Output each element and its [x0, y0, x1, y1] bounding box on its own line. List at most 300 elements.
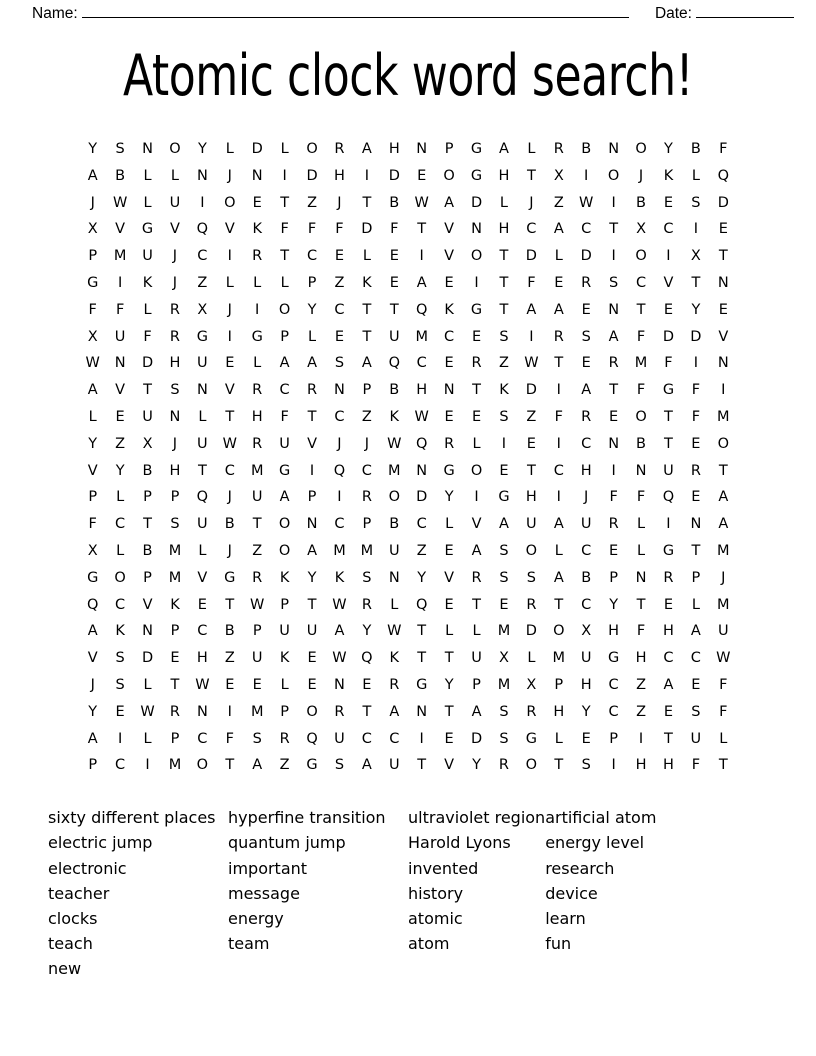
grid-cell[interactable]: W [222, 435, 237, 452]
grid-cell[interactable]: A [444, 194, 455, 211]
grid-cell[interactable]: P [362, 516, 372, 533]
grid-cell[interactable]: E [307, 650, 317, 667]
word-list-item[interactable]: research [545, 858, 615, 878]
grid-cell[interactable]: J [529, 194, 534, 211]
grid-cell[interactable]: C [581, 221, 592, 238]
grid-cell[interactable]: Y [417, 569, 427, 586]
grid-cell[interactable]: S [362, 569, 372, 586]
grid-cell[interactable]: A [553, 221, 564, 238]
grid-cell[interactable]: C [553, 462, 564, 479]
grid-cell[interactable]: P [143, 569, 152, 586]
grid-cell[interactable]: T [252, 516, 262, 533]
grid-cell[interactable]: I [529, 328, 534, 345]
grid-cell[interactable]: C [115, 757, 126, 774]
grid-cell[interactable]: E [471, 408, 482, 425]
grid-cell[interactable]: S [170, 382, 180, 399]
grid-cell[interactable]: N [334, 676, 345, 693]
word-list-item[interactable]: ultraviolet region [408, 808, 546, 828]
grid-cell[interactable]: R [498, 757, 509, 774]
grid-cell[interactable]: H [169, 462, 181, 479]
word-list-item[interactable]: team [228, 934, 270, 954]
grid-cell[interactable]: C [361, 462, 372, 479]
grid-cell[interactable]: R [306, 382, 318, 399]
grid-cell[interactable]: W [524, 355, 539, 372]
grid-cell[interactable]: D [525, 382, 537, 399]
grid-cell[interactable]: C [663, 221, 674, 238]
grid-cell[interactable]: O [607, 167, 620, 184]
grid-cell[interactable]: P [88, 489, 98, 506]
grid-cell[interactable]: S [581, 757, 591, 774]
grid-cell[interactable]: E [581, 730, 591, 747]
grid-cell[interactable]: G [141, 221, 154, 238]
grid-cell[interactable]: W [85, 355, 100, 372]
grid-cell[interactable]: F [636, 328, 646, 345]
grid-cell[interactable]: H [553, 703, 565, 720]
grid-cell[interactable]: A [553, 569, 564, 586]
grid-cell[interactable]: W [414, 408, 429, 425]
grid-cell[interactable]: Y [307, 301, 317, 318]
grid-cell[interactable]: N [334, 382, 345, 399]
grid-cell[interactable]: J [638, 167, 644, 184]
grid-cell[interactable]: L [445, 623, 454, 640]
grid-cell[interactable]: J [172, 435, 178, 452]
grid-cell[interactable]: E [389, 274, 399, 291]
grid-cell[interactable]: T [554, 355, 564, 372]
grid-cell[interactable]: C [581, 542, 592, 559]
grid-cell[interactable]: F [636, 489, 646, 506]
grid-cell[interactable]: W [579, 194, 594, 211]
grid-cell[interactable]: D [662, 328, 675, 345]
grid-cell[interactable]: V [444, 221, 455, 238]
grid-cell[interactable]: G [196, 328, 208, 345]
grid-cell[interactable]: W [332, 650, 347, 667]
word-search-grid[interactable] [79, 136, 737, 779]
grid-cell[interactable]: V [444, 569, 455, 586]
grid-cell[interactable]: E [362, 676, 372, 693]
grid-cell[interactable]: A [718, 489, 729, 506]
grid-cell[interactable]: Q [415, 435, 428, 452]
grid-cell[interactable]: V [224, 382, 235, 399]
grid-cell[interactable]: Z [307, 194, 317, 211]
word-list-item[interactable]: important [228, 858, 308, 878]
grid-cell[interactable]: E [526, 435, 536, 452]
grid-cell[interactable]: Z [416, 542, 427, 559]
grid-cell[interactable]: I [227, 248, 232, 265]
grid-cell[interactable]: S [499, 730, 509, 747]
grid-cell[interactable]: Y [444, 676, 454, 693]
grid-cell[interactable]: Y [197, 141, 207, 157]
grid-cell[interactable]: H [196, 650, 208, 667]
grid-cell[interactable]: M [717, 542, 730, 559]
grid-cell[interactable]: F [664, 355, 673, 372]
grid-cell[interactable]: E [663, 596, 674, 613]
grid-cell[interactable]: M [250, 703, 264, 720]
grid-cell[interactable]: G [607, 650, 620, 667]
grid-cell[interactable]: K [115, 623, 125, 640]
grid-cell[interactable]: X [87, 221, 98, 238]
grid-cell[interactable]: Y [444, 489, 454, 506]
grid-cell[interactable]: O [635, 248, 647, 265]
grid-cell[interactable]: V [471, 516, 482, 533]
grid-cell[interactable]: S [170, 516, 180, 533]
grid-cell[interactable]: I [145, 757, 150, 774]
grid-cell[interactable]: O [470, 248, 483, 265]
grid-cell[interactable]: I [501, 435, 507, 452]
grid-cell[interactable]: P [143, 489, 152, 506]
grid-cell[interactable]: E [444, 408, 454, 425]
grid-cell[interactable]: F [691, 382, 701, 399]
grid-cell[interactable]: T [417, 221, 427, 238]
grid-cell[interactable]: O [114, 569, 126, 586]
grid-cell[interactable]: E [691, 489, 701, 506]
grid-cell[interactable]: Q [717, 167, 729, 184]
grid-cell[interactable]: F [225, 730, 234, 747]
grid-cell[interactable]: G [87, 569, 99, 586]
grid-cell[interactable]: J [337, 194, 342, 211]
grid-cell[interactable]: J [227, 301, 232, 318]
grid-cell[interactable]: O [443, 167, 455, 184]
grid-cell[interactable]: L [225, 274, 234, 291]
grid-cell[interactable]: E [663, 301, 674, 318]
grid-cell[interactable]: X [581, 623, 592, 640]
grid-cell[interactable]: E [663, 194, 674, 211]
grid-cell[interactable]: R [526, 596, 537, 613]
grid-cell[interactable]: N [142, 623, 153, 640]
grid-cell[interactable]: M [497, 676, 511, 693]
grid-cell[interactable]: H [635, 757, 647, 774]
grid-cell[interactable]: P [280, 328, 289, 345]
grid-cell[interactable]: D [361, 221, 373, 238]
word-list-item[interactable]: atomic [408, 908, 463, 928]
grid-cell[interactable]: T [444, 650, 454, 667]
name-input-line[interactable] [82, 4, 629, 18]
grid-cell[interactable]: U [197, 516, 208, 533]
grid-cell[interactable]: V [169, 221, 180, 238]
grid-cell[interactable]: J [90, 676, 95, 693]
grid-cell[interactable]: I [611, 462, 616, 479]
grid-cell[interactable]: F [280, 408, 289, 425]
grid-cell[interactable]: D [306, 167, 318, 184]
grid-cell[interactable]: G [278, 462, 291, 479]
grid-cell[interactable]: T [417, 650, 427, 667]
grid-cell[interactable]: P [170, 489, 180, 506]
grid-cell[interactable]: M [168, 757, 182, 774]
grid-cell[interactable]: O [717, 435, 729, 452]
grid-cell[interactable]: D [690, 328, 702, 345]
grid-cell[interactable]: T [417, 623, 427, 640]
grid-cell[interactable]: T [472, 596, 481, 613]
grid-cell[interactable]: U [580, 650, 592, 667]
grid-cell[interactable]: N [471, 221, 482, 238]
grid-cell[interactable]: Y [664, 141, 673, 157]
grid-cell[interactable]: S [526, 569, 536, 586]
grid-cell[interactable]: E [444, 274, 454, 291]
grid-cell[interactable]: N [717, 274, 729, 291]
grid-cell[interactable]: U [388, 542, 400, 559]
grid-cell[interactable]: A [416, 274, 427, 291]
grid-cell[interactable]: K [362, 274, 372, 291]
grid-cell[interactable]: Z [334, 274, 345, 291]
grid-cell[interactable]: Y [609, 596, 619, 613]
grid-cell[interactable]: A [471, 542, 482, 559]
grid-cell[interactable]: P [609, 569, 618, 586]
grid-cell[interactable]: W [387, 623, 402, 640]
grid-cell[interactable]: F [636, 623, 646, 640]
grid-cell[interactable]: I [556, 382, 561, 399]
grid-cell[interactable]: K [142, 274, 153, 291]
grid-cell[interactable]: A [361, 355, 372, 372]
grid-cell[interactable]: C [115, 596, 126, 613]
grid-cell[interactable]: B [389, 382, 400, 399]
grid-cell[interactable]: K [444, 301, 454, 318]
grid-cell[interactable]: L [280, 141, 289, 157]
grid-cell[interactable]: I [666, 516, 671, 533]
grid-cell[interactable]: L [143, 167, 152, 184]
grid-cell[interactable]: N [169, 408, 181, 425]
grid-cell[interactable]: Z [636, 703, 646, 720]
grid-cell[interactable]: A [498, 141, 509, 157]
grid-cell[interactable]: E [225, 355, 235, 372]
grid-cell[interactable]: Y [472, 757, 481, 774]
grid-cell[interactable]: N [717, 355, 729, 372]
grid-cell[interactable]: A [87, 167, 98, 184]
grid-cell[interactable]: C [334, 408, 345, 425]
grid-cell[interactable]: W [332, 596, 347, 613]
grid-cell[interactable]: I [337, 489, 342, 506]
grid-cell[interactable]: Y [581, 703, 591, 720]
grid-cell[interactable]: Y [115, 462, 125, 479]
grid-cell[interactable]: F [88, 301, 97, 318]
grid-cell[interactable]: A [526, 301, 537, 318]
grid-cell[interactable]: I [693, 221, 698, 238]
grid-cell[interactable]: I [419, 730, 424, 747]
grid-cell[interactable]: K [663, 167, 674, 184]
grid-cell[interactable]: P [170, 623, 180, 640]
grid-cell[interactable]: H [525, 489, 537, 506]
grid-cell[interactable]: C [197, 623, 208, 640]
grid-cell[interactable]: F [390, 221, 399, 238]
grid-cell[interactable]: H [498, 221, 510, 238]
grid-cell[interactable]: S [499, 542, 509, 559]
grid-cell[interactable]: I [584, 167, 589, 184]
grid-cell[interactable]: E [499, 596, 509, 613]
grid-cell[interactable]: R [169, 703, 180, 720]
grid-cell[interactable]: F [307, 221, 317, 238]
grid-cell[interactable]: T [307, 408, 317, 425]
grid-cell[interactable]: P [609, 730, 618, 747]
grid-cell[interactable]: X [87, 542, 98, 559]
grid-cell[interactable]: L [554, 730, 563, 747]
grid-cell[interactable]: S [609, 274, 619, 291]
grid-cell[interactable]: F [335, 221, 344, 238]
grid-cell[interactable]: L [225, 141, 234, 157]
grid-cell[interactable]: R [581, 274, 592, 291]
grid-cell[interactable]: E [471, 328, 482, 345]
grid-cell[interactable]: K [252, 221, 262, 238]
grid-cell[interactable]: B [581, 141, 592, 157]
grid-cell[interactable]: K [389, 650, 400, 667]
grid-cell[interactable]: X [690, 248, 701, 265]
grid-cell[interactable]: P [307, 489, 317, 506]
grid-cell[interactable]: M [497, 623, 511, 640]
grid-cell[interactable]: Z [553, 194, 564, 211]
grid-cell[interactable]: Y [691, 301, 701, 318]
grid-cell[interactable]: P [362, 382, 372, 399]
grid-cell[interactable]: E [115, 703, 125, 720]
grid-cell[interactable]: C [279, 382, 290, 399]
grid-cell[interactable]: T [554, 757, 564, 774]
grid-cell[interactable]: A [690, 623, 701, 640]
grid-cell[interactable]: N [196, 382, 208, 399]
grid-cell[interactable]: F [719, 141, 728, 157]
grid-cell[interactable]: F [719, 703, 728, 720]
grid-cell[interactable]: A [87, 623, 98, 640]
grid-cell[interactable]: Z [224, 650, 235, 667]
grid-cell[interactable]: E [307, 676, 317, 693]
grid-cell[interactable]: A [279, 355, 290, 372]
grid-cell[interactable]: Z [526, 408, 537, 425]
word-list-item[interactable]: teacher [48, 883, 110, 903]
grid-cell[interactable]: V [307, 435, 317, 452]
grid-cell[interactable]: L [280, 274, 289, 291]
grid-cell[interactable]: T [444, 703, 454, 720]
grid-cell[interactable]: R [444, 435, 455, 452]
grid-cell[interactable]: D [251, 141, 263, 157]
grid-cell[interactable]: P [88, 248, 98, 265]
grid-cell[interactable]: N [635, 462, 647, 479]
grid-cell[interactable]: I [721, 382, 726, 399]
grid-cell[interactable]: W [112, 194, 128, 211]
grid-cell[interactable]: O [635, 408, 647, 425]
grid-cell[interactable]: T [526, 462, 536, 479]
word-list-item[interactable]: Harold Lyons [408, 833, 511, 853]
grid-cell[interactable]: I [474, 489, 479, 506]
grid-cell[interactable]: E [444, 355, 454, 372]
grid-cell[interactable]: P [252, 623, 262, 640]
grid-cell[interactable]: P [554, 676, 564, 693]
grid-cell[interactable]: A [334, 623, 345, 640]
grid-cell[interactable]: R [252, 382, 263, 399]
word-list-item[interactable]: sixty different places [48, 808, 216, 828]
grid-cell[interactable]: Q [86, 596, 99, 613]
grid-cell[interactable]: E [609, 542, 619, 559]
grid-cell[interactable]: D [388, 167, 400, 184]
grid-cell[interactable]: Q [415, 596, 428, 613]
grid-cell[interactable]: U [690, 730, 702, 747]
grid-cell[interactable]: N [306, 516, 318, 533]
grid-cell[interactable]: O [224, 194, 236, 211]
grid-cell[interactable]: N [142, 141, 153, 157]
grid-cell[interactable]: H [416, 382, 428, 399]
grid-cell[interactable]: N [443, 382, 455, 399]
grid-cell[interactable]: V [87, 462, 98, 479]
word-list-item[interactable]: fun [545, 934, 572, 954]
grid-cell[interactable]: L [636, 516, 646, 533]
grid-cell[interactable]: T [691, 274, 701, 291]
grid-cell[interactable]: L [116, 542, 125, 559]
grid-cell[interactable]: I [117, 730, 123, 747]
grid-cell[interactable]: S [499, 569, 509, 586]
grid-cell[interactable]: R [526, 703, 537, 720]
grid-cell[interactable]: O [278, 516, 291, 533]
grid-cell[interactable]: P [280, 596, 289, 613]
grid-cell[interactable]: M [415, 328, 428, 345]
grid-cell[interactable]: Z [636, 676, 646, 693]
grid-cell[interactable]: B [389, 516, 400, 533]
grid-cell[interactable]: U [142, 408, 153, 425]
grid-cell[interactable]: H [251, 408, 263, 425]
grid-cell[interactable]: I [638, 730, 644, 747]
grid-cell[interactable]: K [279, 569, 290, 586]
grid-cell[interactable]: K [170, 596, 180, 613]
grid-cell[interactable]: W [140, 703, 155, 720]
grid-cell[interactable]: O [525, 757, 538, 774]
grid-cell[interactable]: J [721, 569, 726, 586]
grid-cell[interactable]: D [416, 489, 428, 506]
grid-cell[interactable]: F [143, 328, 152, 345]
grid-cell[interactable]: G [470, 141, 483, 157]
grid-cell[interactable]: L [527, 650, 536, 667]
grid-cell[interactable]: G [662, 542, 675, 559]
grid-cell[interactable]: G [498, 489, 510, 506]
grid-cell[interactable]: W [716, 650, 731, 667]
grid-cell[interactable]: W [414, 194, 429, 211]
grid-cell[interactable]: E [170, 650, 180, 667]
grid-cell[interactable]: U [306, 623, 318, 640]
grid-cell[interactable]: Z [115, 435, 126, 452]
grid-cell[interactable]: G [662, 382, 675, 399]
grid-cell[interactable]: I [255, 301, 260, 318]
grid-cell[interactable]: V [115, 382, 126, 399]
grid-cell[interactable]: H [333, 167, 345, 184]
grid-cell[interactable]: I [611, 757, 616, 774]
grid-cell[interactable]: A [581, 382, 592, 399]
grid-cell[interactable]: Y [88, 141, 98, 157]
grid-cell[interactable]: G [416, 676, 428, 693]
grid-cell[interactable]: T [225, 596, 235, 613]
grid-cell[interactable]: N [114, 355, 126, 372]
grid-cell[interactable]: L [636, 542, 646, 559]
grid-cell[interactable]: Z [252, 542, 263, 559]
grid-cell[interactable]: L [719, 730, 728, 747]
grid-cell[interactable]: P [88, 757, 98, 774]
grid-cell[interactable]: E [691, 435, 701, 452]
grid-cell[interactable]: T [691, 542, 701, 559]
grid-cell[interactable]: J [337, 435, 342, 452]
word-list-item[interactable]: teach [48, 934, 93, 954]
grid-cell[interactable]: I [282, 167, 287, 184]
grid-cell[interactable]: P [170, 730, 180, 747]
grid-cell[interactable]: A [307, 542, 317, 559]
grid-cell[interactable]: T [636, 596, 646, 613]
grid-cell[interactable]: O [470, 462, 483, 479]
grid-cell[interactable]: T [499, 248, 509, 265]
grid-cell[interactable]: V [444, 248, 455, 265]
grid-cell[interactable]: G [306, 757, 318, 774]
grid-cell[interactable]: O [196, 757, 209, 774]
grid-cell[interactable]: N [608, 301, 620, 318]
grid-cell[interactable]: N [608, 435, 620, 452]
grid-cell[interactable]: E [252, 194, 262, 211]
grid-cell[interactable]: W [250, 596, 265, 613]
grid-cell[interactable]: R [553, 328, 564, 345]
grid-cell[interactable]: M [333, 542, 346, 559]
grid-cell[interactable]: U [279, 623, 290, 640]
grid-cell[interactable]: C [334, 516, 345, 533]
grid-cell[interactable]: C [416, 355, 427, 372]
grid-cell[interactable]: E [718, 301, 728, 318]
grid-cell[interactable]: E [609, 408, 619, 425]
